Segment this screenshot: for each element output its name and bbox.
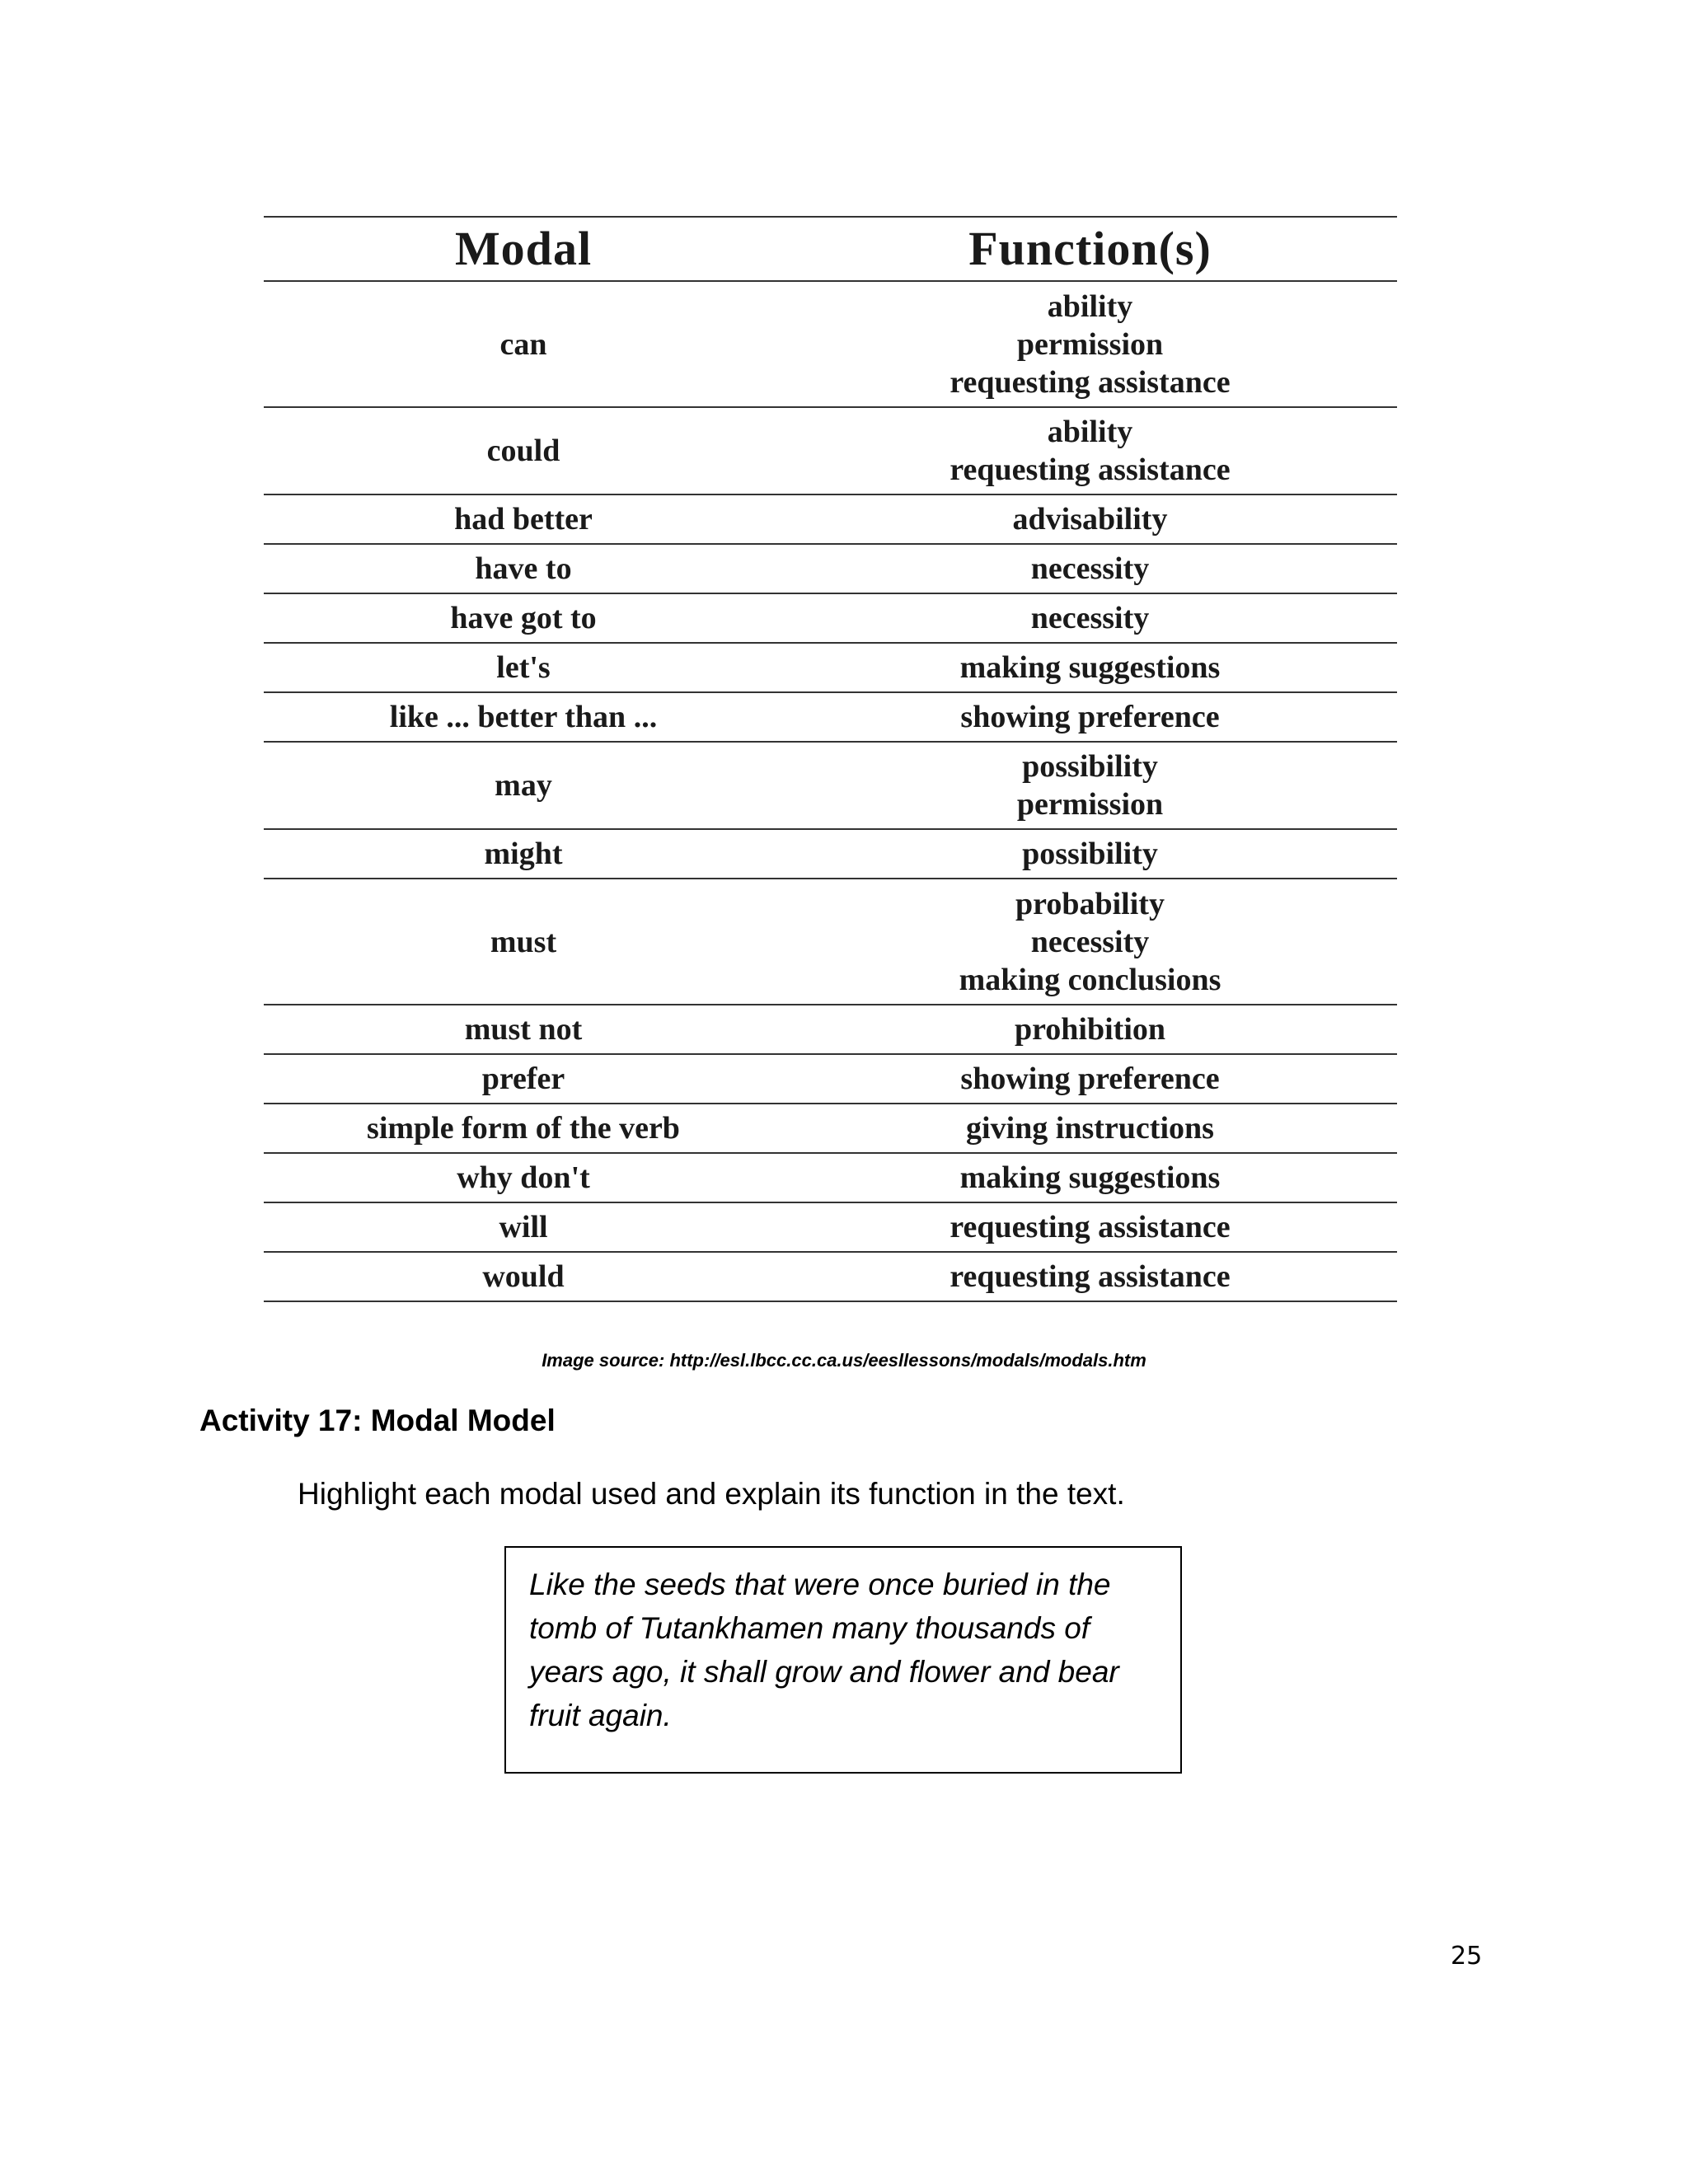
function-cell: [783, 407, 1397, 494]
function-item: possibility: [1022, 837, 1158, 871]
table-row: [264, 1252, 1397, 1301]
page-number: 25: [1451, 1942, 1483, 1971]
function-item: making suggestions: [959, 650, 1221, 685]
table-row: [264, 1153, 1397, 1202]
modal-cell: will: [264, 1202, 783, 1252]
function-item: probability: [1015, 886, 1165, 921]
modal-cell: could: [264, 407, 783, 494]
table-body: [264, 281, 1397, 1301]
function-cell: [783, 1153, 1397, 1202]
table-row: [264, 1104, 1397, 1153]
modal-cell: would: [264, 1252, 783, 1301]
table-row: [264, 1054, 1397, 1104]
function-item: possibility: [1022, 749, 1158, 784]
header-modal: Modal: [264, 217, 783, 281]
image-source-caption: Image source: http://esl.lbcc.cc.ca.us/eesllessons/modals/modals.htm: [542, 1350, 1146, 1371]
function-cell: [783, 742, 1397, 829]
function-cell: [783, 544, 1397, 593]
header-functions: Function(s): [783, 217, 1397, 281]
modal-cell: may: [264, 742, 783, 829]
modal-cell: must: [264, 879, 783, 1005]
function-cell: [783, 593, 1397, 643]
function-item: permission: [1016, 326, 1164, 362]
function-item: requesting assistance: [950, 1210, 1231, 1244]
table-row: [264, 879, 1397, 1005]
function-cell: [783, 1005, 1397, 1054]
table-row: [264, 544, 1397, 593]
table-row: [264, 742, 1397, 829]
modal-cell: simple form of the verb: [264, 1104, 783, 1153]
table-row: [264, 494, 1397, 544]
function-item: giving instructions: [966, 1111, 1214, 1146]
function-item: necessity: [1030, 924, 1150, 959]
modal-cell: can: [264, 281, 783, 407]
quote-box: [504, 1546, 1182, 1774]
table-row: [264, 593, 1397, 643]
function-item: ability: [1047, 288, 1133, 324]
function-item: ability: [1047, 415, 1133, 449]
function-item: prohibition: [1014, 1012, 1166, 1047]
modal-cell: must not: [264, 1005, 783, 1054]
function-item: showing preference: [960, 700, 1220, 734]
function-item: necessity: [1030, 601, 1150, 635]
modal-cell: like ... better than ...: [264, 692, 783, 742]
modal-cell: have to: [264, 544, 783, 593]
activity-instruction: Highlight each modal used and explain its function in the text.: [298, 1477, 1125, 1511]
function-cell: [783, 692, 1397, 742]
function-item: making suggestions: [959, 1160, 1221, 1195]
function-cell: [783, 494, 1397, 544]
modal-function-table: [264, 216, 1397, 1302]
function-item: requesting assistance: [950, 364, 1231, 400]
function-item: necessity: [1030, 551, 1150, 586]
modal-cell: have got to: [264, 593, 783, 643]
modal-cell: prefer: [264, 1054, 783, 1104]
function-cell: [783, 829, 1397, 879]
table-row: [264, 1202, 1397, 1252]
table-header-row: [264, 217, 1397, 281]
quote-text: Like the seeds that were once buried in the tomb of Tutankhamen many thousands of years ago, it shall grow and flower and bear fruit again.: [529, 1568, 1119, 1732]
table-row: [264, 829, 1397, 879]
function-cell: [783, 643, 1397, 692]
function-item: requesting assistance: [950, 1259, 1231, 1294]
modal-cell: might: [264, 829, 783, 879]
function-cell: [783, 1252, 1397, 1301]
table-row: [264, 692, 1397, 742]
table-row: [264, 1005, 1397, 1054]
function-cell: [783, 1202, 1397, 1252]
function-cell: [783, 1054, 1397, 1104]
table-row: [264, 281, 1397, 407]
function-item: advisability: [1012, 502, 1168, 537]
function-item: permission: [1016, 787, 1164, 822]
table-row: [264, 407, 1397, 494]
function-item: making conclusions: [959, 962, 1221, 997]
activity-title: Activity 17: Modal Model: [199, 1404, 556, 1437]
modal-cell: let's: [264, 643, 783, 692]
modal-cell: why don't: [264, 1153, 783, 1202]
function-item: requesting assistance: [950, 452, 1231, 487]
function-item: showing preference: [960, 1062, 1220, 1096]
table-row: [264, 643, 1397, 692]
modal-cell: had better: [264, 494, 783, 544]
function-cell: [783, 1104, 1397, 1153]
function-cell: [783, 281, 1397, 407]
function-cell: [783, 879, 1397, 1005]
